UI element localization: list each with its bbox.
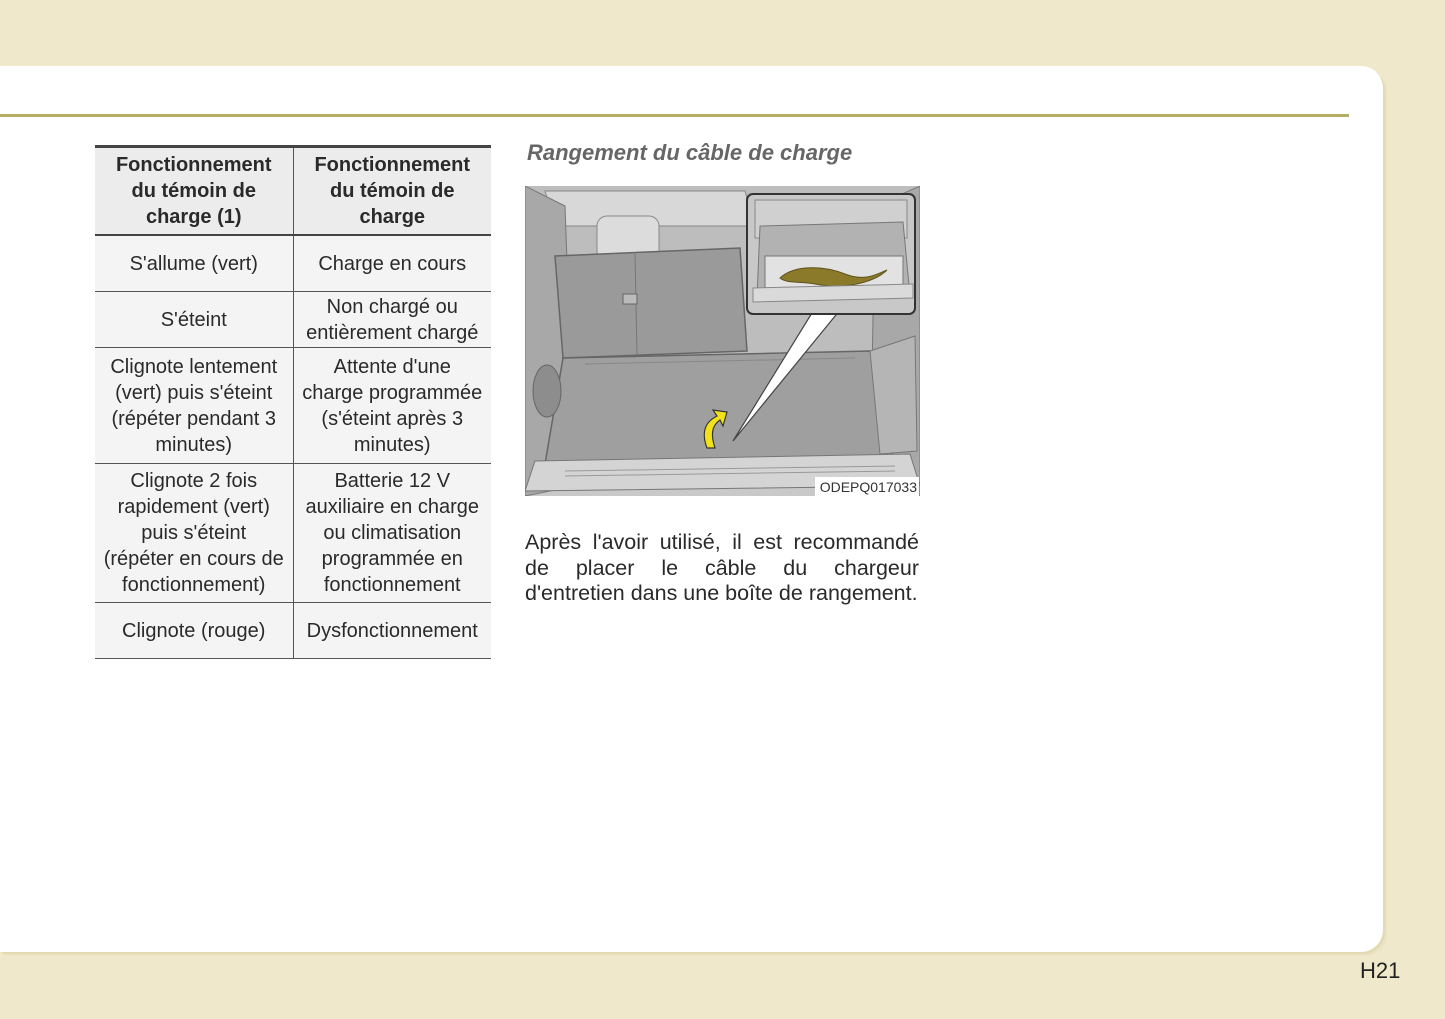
table-row: [95, 348, 491, 464]
header-rule: [0, 114, 1349, 117]
page-number: H21: [1360, 958, 1401, 983]
table-cell: Charge en cours: [293, 235, 491, 292]
trunk-drawing: [525, 186, 920, 496]
charge-indicator-table: [95, 145, 491, 659]
table-row: [95, 464, 491, 603]
table-cell: Batterie 12 V auxiliaire en charge ou climatisation programmée en fonctionnement: [293, 464, 491, 603]
table-cell: Dysfonctionnement: [293, 603, 491, 659]
table-cell: S'allume (vert): [95, 235, 293, 292]
table-header-row: [95, 147, 491, 236]
table-row: [95, 603, 491, 659]
table-cell: S'éteint: [95, 292, 293, 348]
trunk-illustration: [525, 186, 920, 496]
table-cell: Attente d'une charge programmée (s'éteint après 3 minutes): [293, 348, 491, 464]
table-cell: Clignote (rouge): [95, 603, 293, 659]
section-title: Rangement du câble de charge: [527, 140, 853, 165]
table-cell: Clignote 2 fois rapidement (vert) puis s'éteint (répéter en cours de fonctionnement): [95, 464, 293, 603]
table-cell: Clignote lentement (vert) puis s'éteint (répéter pendant 3 minutes): [95, 348, 293, 464]
table-header-cell: Fonctionnement du témoin de charge: [293, 147, 491, 236]
table-row: [95, 235, 491, 292]
table-header-cell: Fonctionnement du témoin de charge (1): [95, 147, 293, 236]
body-paragraph: Après l'avoir utilisé, il est recommandé de placer le câble du chargeur d'entretien dans une boîte de rangement.: [525, 530, 919, 605]
table-row: [95, 292, 491, 348]
image-code: ODEPQ017033: [815, 477, 919, 496]
table-cell: Non chargé ou entièrement chargé: [293, 292, 491, 348]
